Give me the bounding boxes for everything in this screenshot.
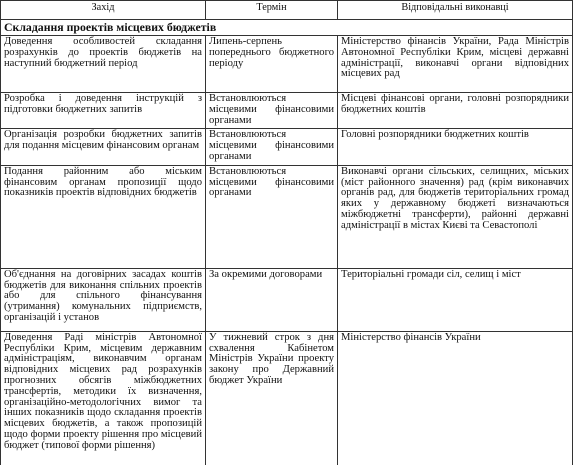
header-term: Термін — [206, 1, 338, 20]
header-responsible: Відповідальні виконавці — [338, 1, 573, 20]
responsible-cell: Головні розпорядники бюджетних коштів — [338, 129, 573, 165]
measure-cell: Організація розробки бюджетних запитів для подання місцевим фінансовим органам — [1, 129, 206, 165]
responsible-cell: Виконавчі органи сільських, селищних, міських (міст районного значення) рад (крім виконавчих органів рад, для бюджетів територіальних громад яких у державному бюджеті визначаються міжбюджетні трансферти), районні державні адміністрації в містах Києві та Севастополі — [338, 165, 573, 268]
term-cell: У тижневий строк з дня схвалення Кабінетом Міністрів України проекту закону про Державний бюджет України — [206, 331, 338, 465]
measure-cell: Доведення особливостей складання розрахунків до проектів бюджетів на наступний бюджетний період — [1, 36, 206, 93]
term-cell: Встановлюються місцевими фінансовими органами — [206, 165, 338, 268]
measure-cell: Об'єднання на договірних засадах коштів бюджетів для виконання спільних проектів або для спільного фінансування (утримання) комунальних підприємств, організацій і установ — [1, 268, 206, 331]
term-cell: Встановлюються місцевими фінансовими органами — [206, 93, 338, 129]
table-row — [1, 36, 573, 93]
measure-cell: Розробка і доведення інструкцій з підготовки бюджетних запитів — [1, 93, 206, 129]
responsible-cell: Територіальні громади сіл, селищ і міст — [338, 268, 573, 331]
table-row — [1, 129, 573, 165]
measure-cell: Доведення Раді міністрів Автономної Республіки Крим, місцевим державним адміністраціям, виконавчим органам відповідних місцевих рад розрахунків прогнозних обсягів міжбюджетних трансфертів, методики їх визначення, організаційно-методологічних вимог та інших показників щодо складання проектів місцевих бюджетів, а також пропозицій щодо форми проекту рішення про місцевий бюджет (типової форми рішення) — [1, 331, 206, 465]
table-row — [1, 93, 573, 129]
responsible-cell: Міністерство фінансів України — [338, 331, 573, 465]
term-cell: За окремими договорами — [206, 268, 338, 331]
term-cell: Встановлюються місцевими фінансовими органами — [206, 129, 338, 165]
term-cell: Липень-серпень попереднього бюджетного періоду — [206, 36, 338, 93]
header-measure: Захід — [1, 1, 206, 20]
section-row — [1, 20, 573, 36]
responsible-cell: Міністерство фінансів України, Рада Міністрів Автономної Республіки Крим, місцеві державні адміністрації, виконавчі органи відповідних місцевих рад — [338, 36, 573, 93]
table-row — [1, 165, 573, 268]
table-row — [1, 268, 573, 331]
section-title: Складання проектів місцевих бюджетів — [1, 20, 573, 36]
measure-cell: Подання районним або міським фінансовим органам пропозиції щодо показників проектів відповідних бюджетів — [1, 165, 206, 268]
responsible-cell: Місцеві фінансові органи, головні розпорядники бюджетних коштів — [338, 93, 573, 129]
table-header-row — [1, 1, 573, 20]
table-row — [1, 331, 573, 465]
